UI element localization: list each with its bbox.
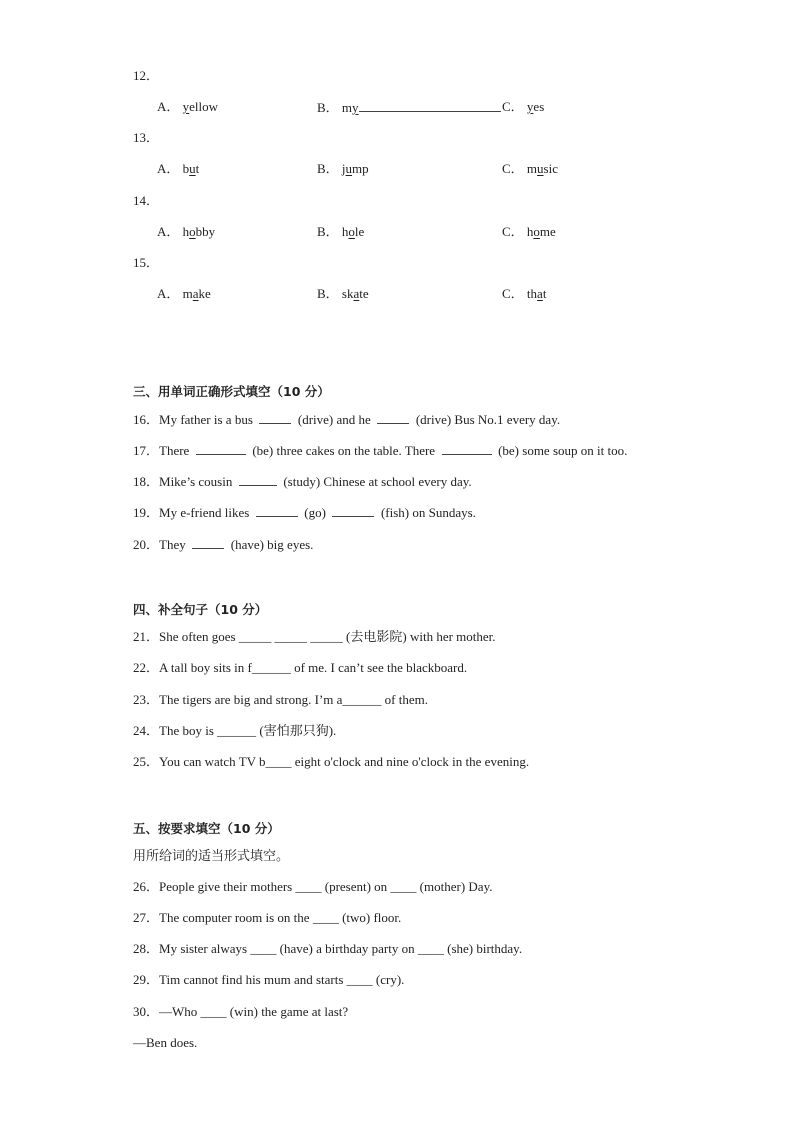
option-c[interactable]	[502, 286, 546, 302]
question-number: 23．	[133, 692, 160, 707]
option-b[interactable]	[317, 161, 369, 177]
question-number: 30．	[133, 1004, 160, 1019]
question-number: 14．	[133, 193, 160, 208]
option-b[interactable]	[317, 99, 501, 116]
question-text: (be) three cakes on the table. There	[252, 443, 436, 458]
option-c[interactable]	[502, 161, 558, 177]
word-part: sk	[341, 286, 354, 301]
question-30[interactable]	[133, 1004, 348, 1020]
option-label: A．	[157, 224, 180, 239]
answer-blank[interactable]	[377, 411, 409, 424]
question-text: The computer room is on the ____ (two) floor.	[159, 910, 402, 925]
question-text: Tim cannot find his mum and starts ____ (cry).	[159, 972, 405, 987]
question-text: (drive) Bus No.1 every day.	[415, 412, 561, 427]
word-part: t	[195, 161, 200, 176]
answer-blank[interactable]	[239, 473, 277, 486]
question-text: (fish) on Sundays.	[380, 505, 476, 520]
option-label: A．	[157, 161, 180, 176]
question-number: 27．	[133, 910, 160, 925]
option-b[interactable]	[317, 286, 369, 302]
word-part: m	[526, 161, 538, 176]
section-title: 四、补全句子（10 分）	[133, 602, 268, 617]
question-number: 22．	[133, 660, 160, 675]
underlined-letter: u	[537, 161, 544, 176]
question-text: She often goes _____ _____ _____ (去电影院) with her mother.	[159, 629, 496, 644]
word-part: th	[526, 286, 538, 301]
word-part: b	[182, 161, 190, 176]
underlined-letter: u	[189, 161, 196, 176]
option-label: C．	[502, 224, 524, 239]
question-number: 15．	[133, 255, 160, 270]
question-20	[133, 536, 313, 553]
question-text: People give their mothers ____ (present) on ____ (mother) Day.	[159, 879, 493, 894]
question-25[interactable]	[133, 754, 529, 770]
question-21[interactable]	[133, 629, 496, 645]
option-c[interactable]	[502, 99, 544, 115]
option-b[interactable]	[317, 224, 364, 240]
word-part: es	[533, 99, 545, 114]
question-28[interactable]	[133, 941, 522, 957]
question-text: The boy is ______ (害怕那只狗).	[159, 723, 337, 738]
question-number: 12．	[133, 68, 160, 83]
underlined-letter: o	[189, 224, 196, 239]
question-text: —Who ____ (win) the game at last?	[159, 1004, 349, 1019]
word-part: sic	[543, 161, 558, 176]
question-text: (be) some soup on it too.	[498, 443, 628, 458]
question-text: Mike’s cousin	[159, 474, 233, 489]
question-16	[133, 411, 560, 428]
underlined-letter: o	[348, 224, 355, 239]
answer-blank[interactable]	[332, 504, 374, 517]
question-text: (drive) and he	[297, 412, 371, 427]
underlined-letter: u	[345, 161, 353, 176]
question-number: 26．	[133, 879, 160, 894]
option-a[interactable]	[157, 224, 215, 240]
question-text: My sister always ____ (have) a birthday party on ____ (she) birthday.	[159, 941, 523, 956]
question-number: 24．	[133, 723, 160, 738]
word-part: ellow	[189, 99, 219, 114]
question-number: 29．	[133, 972, 160, 987]
option-label: A．	[157, 99, 180, 114]
question-number: 18．	[133, 474, 160, 489]
word-part: bby	[195, 224, 216, 239]
section-title: 五、按要求填空（10 分）	[133, 821, 280, 836]
question-22[interactable]	[133, 660, 467, 676]
question-text: A tall boy sits in f______ of me. I can’t see the blackboard.	[159, 660, 468, 675]
underlined-letter: y	[352, 100, 359, 115]
answer-blank[interactable]	[256, 504, 298, 517]
underlined-letter: a	[537, 286, 543, 301]
question-19	[133, 504, 476, 521]
option-label: C．	[502, 286, 524, 301]
word-part: m	[182, 286, 193, 301]
underlined-letter: y	[526, 99, 534, 114]
word-part: ke	[198, 286, 211, 301]
question-18	[133, 473, 472, 490]
question-number: 17．	[133, 443, 160, 458]
blank-line	[359, 99, 501, 112]
section-instruction: 用所给词的适当形式填空。	[133, 848, 290, 863]
underlined-letter: o	[533, 224, 540, 239]
answer-blank[interactable]	[192, 536, 224, 549]
word-part: h	[182, 224, 190, 239]
word-part: le	[354, 224, 365, 239]
question-text: You can watch TV b____ eight o'clock and nine o'clock in the evening.	[159, 754, 530, 769]
word-part: te	[359, 286, 369, 301]
option-label: A．	[157, 286, 180, 301]
question-23[interactable]	[133, 692, 428, 708]
option-label: B．	[317, 224, 339, 239]
question-text: My e-friend likes	[159, 505, 250, 520]
question-number: 25．	[133, 754, 160, 769]
word-part: m	[341, 100, 353, 115]
option-a[interactable]	[157, 161, 199, 177]
word-part: t	[542, 286, 547, 301]
answer-blank[interactable]	[442, 442, 492, 455]
option-label: C．	[502, 99, 524, 114]
question-text: My father is a bus	[159, 412, 253, 427]
question-text: (have) big eyes.	[230, 537, 314, 552]
question-number: 28．	[133, 941, 160, 956]
word-part: h	[341, 224, 349, 239]
question-29[interactable]	[133, 972, 404, 988]
underlined-letter: a	[353, 286, 360, 301]
word-part: j	[341, 161, 346, 176]
question-number: 19．	[133, 505, 160, 520]
question-24[interactable]	[133, 723, 336, 739]
option-label: B．	[317, 100, 339, 115]
option-label: B．	[317, 161, 339, 176]
option-a[interactable]	[157, 286, 211, 302]
question-text: The tigers are big and strong. I’m a______ of them.	[159, 692, 428, 707]
section-title: 三、用单词正确形式填空（10 分）	[133, 384, 330, 399]
word-part: mp	[352, 161, 369, 176]
option-c[interactable]	[502, 224, 556, 240]
underlined-letter: y	[182, 99, 190, 114]
question-26[interactable]	[133, 879, 492, 895]
question-number: 21．	[133, 629, 160, 644]
question-text: (go)	[304, 505, 326, 520]
question-number: 16．	[133, 412, 160, 427]
option-label: B．	[317, 286, 339, 301]
question-number: 20．	[133, 537, 160, 552]
question-27[interactable]	[133, 910, 401, 926]
option-label: C．	[502, 161, 524, 176]
word-part: me	[539, 224, 556, 239]
word-part: h	[526, 224, 534, 239]
answer-line: —Ben does.	[133, 1035, 198, 1050]
question-number: 13．	[133, 130, 160, 145]
question-text: They	[159, 537, 186, 552]
option-a[interactable]	[157, 99, 218, 115]
question-text: (study) Chinese at school every day.	[283, 474, 472, 489]
answer-blank[interactable]	[259, 411, 291, 424]
answer-blank[interactable]	[196, 442, 246, 455]
question-text: There	[159, 443, 190, 458]
question-17	[133, 442, 627, 459]
underlined-letter: a	[192, 286, 199, 301]
